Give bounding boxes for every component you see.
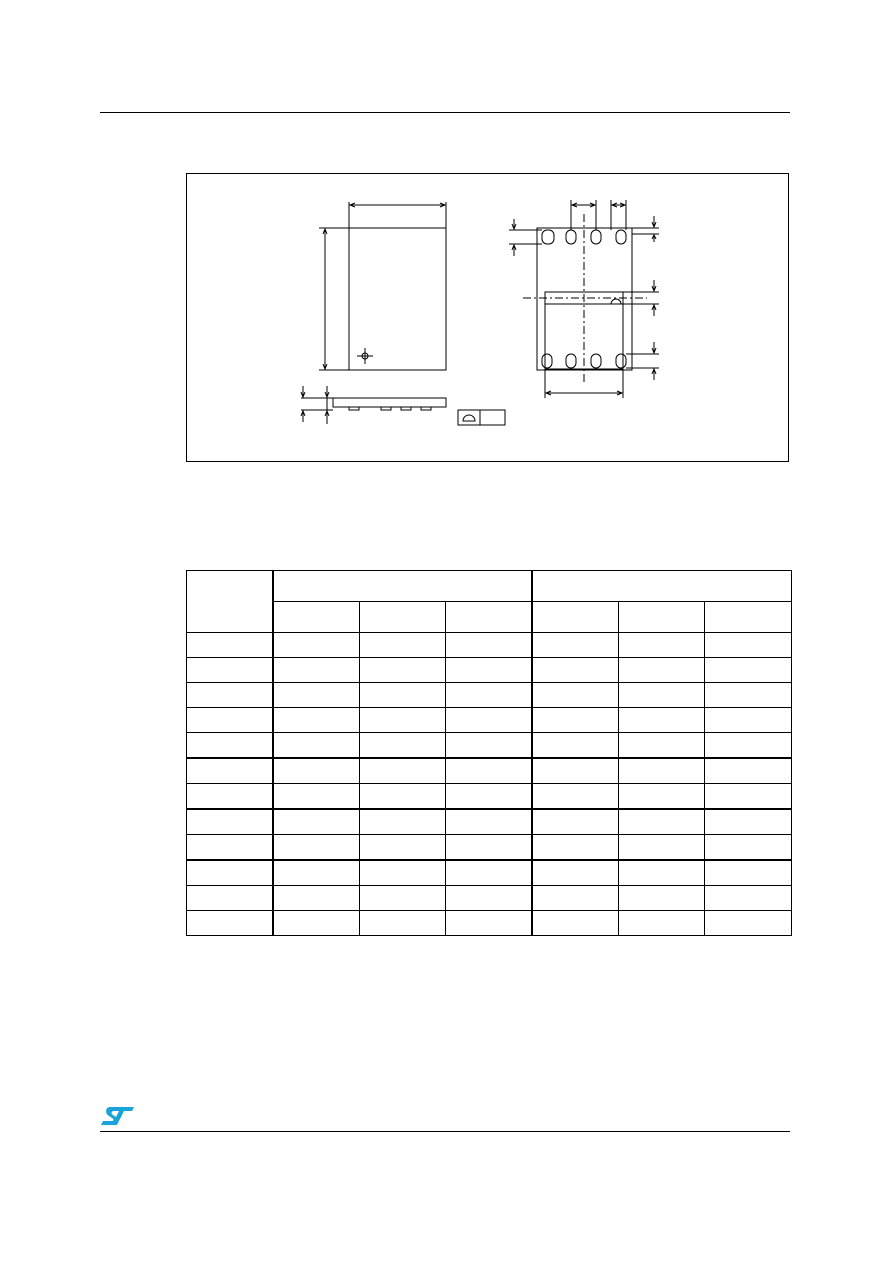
pin bbox=[542, 230, 554, 244]
package-drawing-figure bbox=[186, 173, 789, 462]
table-row bbox=[187, 733, 792, 759]
value-cell bbox=[360, 809, 446, 835]
value-cell bbox=[532, 733, 619, 759]
value-cell bbox=[532, 758, 619, 784]
value-cell bbox=[446, 784, 532, 810]
value-cell bbox=[273, 860, 360, 886]
footer-rule bbox=[100, 1131, 790, 1132]
table-row bbox=[187, 911, 792, 936]
subcol-typ-2 bbox=[619, 602, 705, 633]
table-row bbox=[187, 658, 792, 683]
table-row bbox=[187, 758, 792, 784]
value-cell bbox=[532, 658, 619, 683]
subcol-typ-1 bbox=[360, 602, 446, 633]
symbol-cell bbox=[187, 733, 273, 759]
st-logo bbox=[100, 1105, 136, 1127]
value-cell bbox=[360, 835, 446, 861]
value-cell bbox=[273, 708, 360, 733]
table-row bbox=[187, 886, 792, 911]
value-cell bbox=[446, 658, 532, 683]
symbol-cell bbox=[187, 835, 273, 861]
value-cell bbox=[360, 886, 446, 911]
value-cell bbox=[532, 633, 619, 658]
dimensions-table bbox=[186, 570, 792, 936]
value-cell bbox=[446, 911, 532, 936]
value-cell bbox=[532, 860, 619, 886]
value-cell bbox=[446, 708, 532, 733]
group-header-inch bbox=[532, 571, 792, 602]
table-row bbox=[187, 784, 792, 810]
value-cell bbox=[532, 835, 619, 861]
symbol-cell bbox=[187, 758, 273, 784]
value-cell bbox=[619, 633, 705, 658]
table-row bbox=[187, 683, 792, 708]
value-cell bbox=[619, 733, 705, 759]
symbol-cell bbox=[187, 633, 273, 658]
value-cell bbox=[705, 633, 792, 658]
value-cell bbox=[532, 911, 619, 936]
value-cell bbox=[619, 784, 705, 810]
value-cell bbox=[705, 708, 792, 733]
value-cell bbox=[273, 683, 360, 708]
value-cell bbox=[619, 860, 705, 886]
subcol-min-2 bbox=[532, 602, 619, 633]
value-cell bbox=[705, 809, 792, 835]
value-cell bbox=[273, 809, 360, 835]
value-cell bbox=[446, 886, 532, 911]
symbol-cell bbox=[187, 683, 273, 708]
value-cell bbox=[532, 708, 619, 733]
value-cell bbox=[360, 683, 446, 708]
value-cell bbox=[360, 708, 446, 733]
subcol-max-2 bbox=[705, 602, 792, 633]
value-cell bbox=[446, 683, 532, 708]
value-cell bbox=[619, 886, 705, 911]
symbol-cell bbox=[187, 886, 273, 911]
value-cell bbox=[360, 860, 446, 886]
package-outline-drawing bbox=[187, 174, 790, 463]
symbol-cell bbox=[187, 658, 273, 683]
symbol-header bbox=[187, 571, 273, 633]
value-cell bbox=[705, 658, 792, 683]
table-row bbox=[187, 633, 792, 658]
value-cell bbox=[705, 784, 792, 810]
table-row bbox=[187, 835, 792, 861]
value-cell bbox=[619, 835, 705, 861]
value-cell bbox=[446, 633, 532, 658]
value-cell bbox=[273, 758, 360, 784]
table-row bbox=[187, 809, 792, 835]
value-cell bbox=[360, 911, 446, 936]
value-cell bbox=[705, 835, 792, 861]
symbol-cell bbox=[187, 860, 273, 886]
value-cell bbox=[273, 658, 360, 683]
value-cell bbox=[705, 683, 792, 708]
value-cell bbox=[360, 758, 446, 784]
value-cell bbox=[273, 784, 360, 810]
table-row bbox=[187, 860, 792, 886]
value-cell bbox=[532, 886, 619, 911]
value-cell bbox=[273, 911, 360, 936]
header-rule bbox=[100, 112, 790, 113]
value-cell bbox=[446, 809, 532, 835]
value-cell bbox=[705, 860, 792, 886]
value-cell bbox=[619, 683, 705, 708]
symbol-cell bbox=[187, 911, 273, 936]
table-row bbox=[187, 708, 792, 733]
value-cell bbox=[532, 809, 619, 835]
value-cell bbox=[705, 733, 792, 759]
symbol-cell bbox=[187, 809, 273, 835]
value-cell bbox=[273, 633, 360, 658]
value-cell bbox=[619, 809, 705, 835]
value-cell bbox=[360, 633, 446, 658]
symbol-cell bbox=[187, 784, 273, 810]
value-cell bbox=[446, 835, 532, 861]
value-cell bbox=[273, 886, 360, 911]
value-cell bbox=[619, 658, 705, 683]
symbol-cell bbox=[187, 708, 273, 733]
value-cell bbox=[446, 733, 532, 759]
value-cell bbox=[619, 708, 705, 733]
value-cell bbox=[705, 886, 792, 911]
value-cell bbox=[446, 758, 532, 784]
group-header-mm bbox=[273, 571, 532, 602]
subcol-min-1 bbox=[273, 602, 360, 633]
value-cell bbox=[446, 860, 532, 886]
value-cell bbox=[360, 658, 446, 683]
subcol-max-1 bbox=[446, 602, 532, 633]
top-view-body bbox=[349, 228, 446, 370]
value-cell bbox=[619, 911, 705, 936]
value-cell bbox=[273, 733, 360, 759]
value-cell bbox=[619, 758, 705, 784]
value-cell bbox=[705, 758, 792, 784]
value-cell bbox=[360, 733, 446, 759]
value-cell bbox=[532, 683, 619, 708]
value-cell bbox=[532, 784, 619, 810]
value-cell bbox=[705, 911, 792, 936]
value-cell bbox=[360, 784, 446, 810]
value-cell bbox=[273, 835, 360, 861]
